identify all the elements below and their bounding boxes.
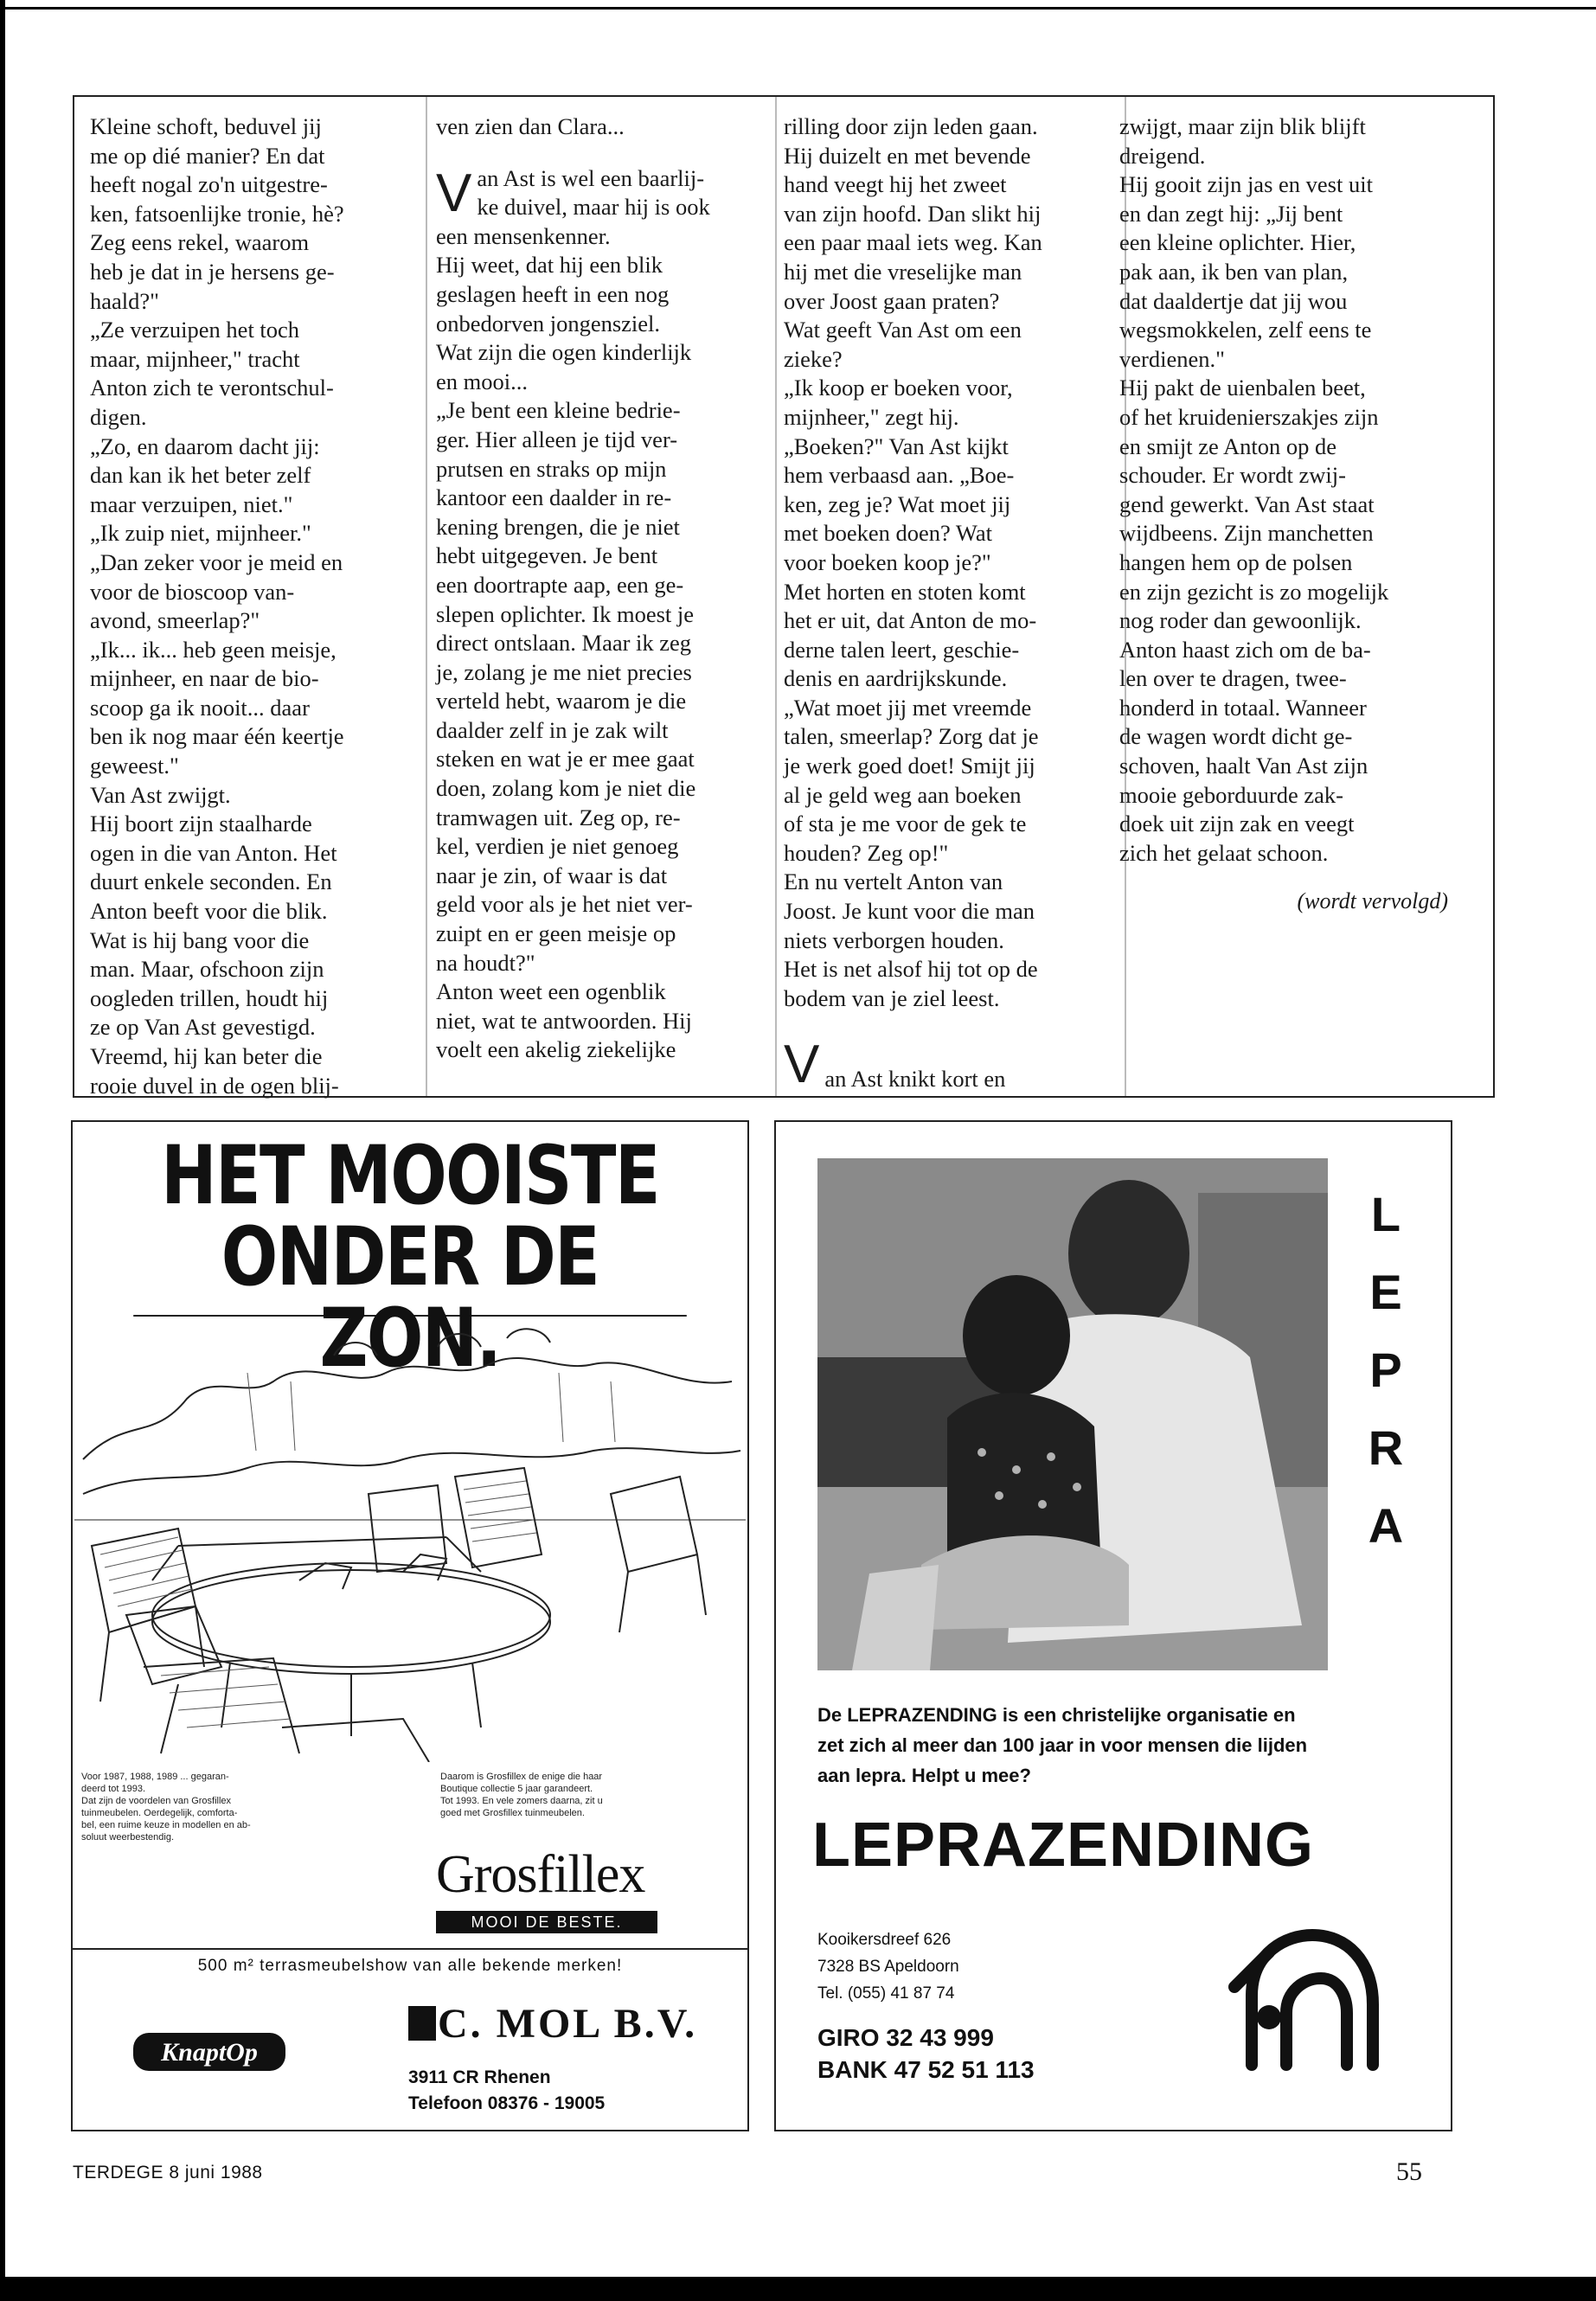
article-line: len over te dragen, twee-	[1119, 665, 1347, 692]
article-line: doek uit zijn zak en veegt	[1119, 811, 1355, 837]
article-line: Met horten en stoten komt	[784, 578, 1026, 605]
article-line: een mensenkenner.	[436, 222, 611, 249]
article-line: ken, zeg je? Wat moet jij	[784, 490, 1011, 517]
article-line: ven zien dan Clara...	[436, 113, 625, 139]
article-line: heeft nogal zo'n uitgestre-	[90, 171, 328, 198]
article-line: en mooi...	[436, 368, 528, 394]
article-line: „Ik zuip niet, mijnheer."	[90, 520, 311, 547]
article-line: het er uit, dat Anton de mo-	[784, 607, 1037, 634]
ad-small-print-right	[440, 1771, 726, 1819]
article-line: met boeken doen? Wat	[784, 520, 992, 547]
page-bottom-edge	[0, 2277, 1596, 2301]
article-line: en zijn gezicht is zo mogelijk	[1119, 578, 1389, 605]
grosfillex-tagline: MOOI DE BESTE.	[436, 1911, 657, 1933]
article-line: over Joost gaan praten?	[784, 287, 1000, 314]
article-line: „Wat moet jij met vreemde	[784, 694, 1032, 721]
article-line: al je geld weg aan boeken	[784, 781, 1022, 808]
article-line: zich het gelaat schoon.	[1119, 839, 1329, 866]
column-divider	[775, 97, 777, 1096]
article-line: Wat zijn die ogen kinderlijk	[436, 339, 692, 366]
article-line: slepen oplichter. Ik moest je	[436, 600, 695, 627]
article-line: Hij boort zijn staalharde	[90, 811, 312, 837]
knaptop-logo	[131, 2026, 287, 2078]
showroom-line: 500 m² terrasmeubelshow van alle bekende merken!	[197, 1957, 623, 1975]
column-divider	[426, 97, 427, 1096]
drop-cap: V	[784, 1035, 820, 1095]
small-print-line: soluut weerbestendig.	[81, 1832, 175, 1843]
page-number: 55	[1396, 2157, 1422, 2186]
article-line: honderd in totaal. Wanneer	[1119, 694, 1367, 721]
mol-bv-logo: C. MOL B.V.	[408, 2000, 697, 2048]
article-line: derne talen leert, geschie-	[784, 636, 1020, 663]
grosfillex-logo: Grosfillex	[436, 1845, 645, 1904]
article-line: Wat geeft Van Ast om een	[784, 317, 1022, 343]
headline-line-2: ONDER DE ZON.	[221, 1210, 599, 1386]
article-line: heb je dat in je hersens ge-	[90, 258, 335, 285]
article-line: maar, mijnheer," tracht	[90, 345, 300, 372]
article-line: mooie geborduurde zak-	[1119, 781, 1344, 808]
article-line: niet, wat te antwoorden. Hij	[436, 1007, 692, 1034]
article-line: talen, smeerlap? Zorg dat je	[784, 723, 1039, 750]
article-line: en smijt ze Anton op de	[1119, 433, 1336, 459]
small-print-line: Dat zijn de voordelen van Grosfillex	[81, 1796, 232, 1806]
article-line: en dan zegt hij: „Jij bent	[1119, 200, 1343, 227]
article-line: bodem van je ziel leest.	[784, 984, 1000, 1011]
article-line: maar verzuipen, niet."	[90, 490, 293, 517]
ad-headline	[133, 1122, 687, 1386]
article-line: direct ontslaan. Maar ik zeg	[436, 630, 692, 657]
small-print-line: tuinmeubelen. Oerdegelijk, comforta-	[81, 1808, 238, 1818]
article-line: Hij duizelt en met bevende	[784, 142, 1031, 169]
article-column-2	[436, 112, 765, 1065]
small-print-line: bel, een ruime keuze in modellen en ab-	[81, 1820, 251, 1830]
publication-line: TERDEGE 8 juni 1988	[73, 2163, 263, 2182]
article-line: daalder zelf in je zak wilt	[436, 716, 669, 743]
mol-bv-mark-icon	[408, 2006, 436, 2041]
article-line: „Boeken?" Van Ast kijkt	[784, 433, 1009, 459]
article-box	[73, 95, 1495, 1098]
article-line: hand veegt hij het zweet	[784, 171, 1007, 198]
article-line: verdienen."	[1119, 345, 1225, 372]
article-line: „Zo, en daarom dacht jij:	[90, 433, 320, 459]
article-line: dreigend.	[1119, 142, 1206, 169]
article-line: of sta je me voor de gek te	[784, 811, 1027, 837]
leprazending-logo-icon	[1217, 1918, 1390, 2073]
article-line: voelt een akelig ziekelijke	[436, 1036, 676, 1063]
small-print-line: Voor 1987, 1988, 1989 ... gegaran-	[81, 1772, 229, 1782]
article-line: Kleine schoft, beduvel jij	[90, 113, 322, 139]
article-line: me op dié manier? En dat	[90, 142, 325, 169]
article-line: wegsmokkelen, zelf eens te	[1119, 317, 1372, 343]
article-line: de wagen wordt dicht ge-	[1119, 723, 1353, 750]
article-line: Hij weet, dat hij een blik	[436, 252, 663, 279]
article-line: hangen hem op de polsen	[1119, 548, 1353, 575]
page-top-rule	[0, 0, 1596, 10]
lepra-intro-text: De LEPRAZENDING is een christelijke organisatie en zet zich al meer dan 100 jaar in voor mensen die lijden aan lepra. Helpt u mee?	[817, 1704, 1308, 1786]
article-line: of het kruidenierszakjes zijn	[1119, 403, 1379, 430]
leprazending-accounts: GIRO 32 43 999 BANK 47 52 51 113	[817, 2024, 1035, 2083]
article-line: houden? Zeg op!"	[784, 839, 949, 866]
article-line: zieke?	[784, 345, 843, 372]
article-line: ogen in die van Anton. Het	[90, 839, 337, 866]
article-line: rilling door zijn leden gaan.	[784, 113, 1038, 139]
article-line: schouder. Er wordt zwij-	[1119, 462, 1346, 489]
to-be-continued: (wordt vervolgd)	[1297, 888, 1448, 914]
article-line: ke duivel, maar hij is ook	[477, 194, 710, 221]
article-line: duurt enkele seconden. En	[90, 868, 332, 895]
article-line: schoven, haalt Van Ast zijn	[1119, 753, 1368, 779]
article-line: digen.	[90, 403, 147, 430]
article-column-1	[90, 112, 419, 1100]
article-line: Hij gooit zijn jas en vest uit	[1119, 171, 1373, 198]
article-line: doen, zolang kom je niet die	[436, 775, 696, 802]
vertical-letter: L	[1370, 1187, 1401, 1241]
small-print-line: Daarom is Grosfillex de enige die haar	[440, 1772, 603, 1782]
article-line: „Ik koop er boeken voor,	[784, 375, 1013, 401]
leprazending-advertisement	[774, 1120, 1452, 2131]
page-left-edge	[0, 0, 5, 2301]
article-column-4	[1119, 112, 1465, 920]
grosfillex-advertisement	[71, 1120, 749, 2131]
article-line: Anton zich te verontschul-	[90, 375, 334, 401]
article-line: een paar maal iets weg. Kan	[784, 229, 1042, 256]
small-print-line: Boutique collectie 5 jaar garandeert.	[440, 1784, 593, 1794]
article-line: ze op Van Ast gevestigd.	[90, 1014, 316, 1041]
article-line: scoop ga ik nooit... daar	[90, 694, 310, 721]
article-line: Van Ast zwijgt.	[90, 781, 231, 808]
article-line: je, zolang je me niet precies	[436, 658, 692, 685]
vertical-letter: P	[1369, 1343, 1402, 1397]
article-line: voor de bioscoop van-	[90, 578, 295, 605]
ad-divider	[73, 1948, 747, 1950]
article-line: Wat is hij bang voor die	[90, 926, 310, 953]
drop-cap: V	[436, 163, 472, 223]
article-line: steken en wat je er mee gaat	[436, 746, 695, 772]
small-print-line: Tot 1993. En vele zomers daarna, zit u	[440, 1796, 603, 1806]
leprazending-address: Kooikersdreef 626 7328 BS Apeldoorn Tel. (055) 41 87 74	[817, 1931, 959, 2003]
article-line: avond, smeerlap?"	[90, 607, 260, 634]
svg-text:KnaptOp: KnaptOp	[161, 2038, 258, 2067]
article-line: dan kan ik het beter zelf	[90, 462, 311, 489]
article-line: prutsen en straks op mijn	[436, 455, 667, 482]
article-line: an Ast knikt kort en	[824, 1066, 1006, 1092]
article-line: pak aan, ik ben van plan,	[1119, 258, 1349, 285]
article-line: En nu vertelt Anton van	[784, 868, 1003, 895]
article-line: Hij pakt de uienbalen beet,	[1119, 375, 1366, 401]
article-line: niets verborgen houden.	[784, 926, 1004, 953]
headline-line-1: HET MOOISTE	[161, 1129, 659, 1223]
article-line: kantoor een daalder in re-	[436, 484, 672, 511]
article-line: gend gewerkt. Van Ast staat	[1119, 490, 1375, 517]
article-line: geweest."	[90, 753, 179, 779]
article-line: „Je bent een kleine bedrie-	[436, 397, 681, 424]
article-line: oogleden trillen, houdt hij	[90, 984, 329, 1011]
article-line: nog roder dan gewoonlijk.	[1119, 607, 1362, 634]
article-column-3	[784, 112, 1112, 1094]
article-line: verteld hebt, waarom je die	[436, 688, 687, 715]
article-line: hebt uitgegeven. Je bent	[436, 542, 658, 569]
article-line: ken, fatsoenlijke tronie, hè?	[90, 200, 344, 227]
small-print-line: goed met Grosfillex tuinmeubelen.	[440, 1808, 585, 1818]
article-line: Anton haast zich om de ba-	[1119, 636, 1371, 663]
article-line: kel, verdien je niet genoeg	[436, 833, 679, 860]
article-line: hij met die vreselijke man	[784, 258, 1022, 285]
article-line: zuipt en er geen meisje op	[436, 920, 676, 947]
article-line: onbedorven jongensziel.	[436, 310, 661, 336]
article-line: an Ast is wel een baarlij-	[477, 164, 705, 191]
article-line: geld voor als je het niet ver-	[436, 891, 693, 918]
garden-furniture-illustration	[74, 1321, 746, 1762]
article-line: Vreemd, hij kan beter die	[90, 1043, 323, 1069]
article-line: Joost. Je kunt voor die man	[784, 898, 1035, 925]
article-line: van zijn hoofd. Dan slikt hij	[784, 200, 1042, 227]
article-line: dat daaldertje dat jij wou	[1119, 287, 1348, 314]
article-line: voor boeken koop je?"	[784, 548, 991, 575]
article-line: haald?"	[90, 287, 159, 314]
ad-small-print-left	[81, 1771, 367, 1843]
article-line: denis en aardrijkskunde.	[784, 665, 1008, 692]
article-line: rooie duvel in de ogen blij-	[90, 1072, 339, 1099]
dealer-address: 3911 CR Rhenen Telefoon 08376 - 19005	[408, 2067, 606, 2113]
article-line: een kleine oplichter. Hier,	[1119, 229, 1356, 256]
article-line: „Ik... ik... heb geen meisje,	[90, 636, 337, 663]
article-line: kening brengen, die je niet	[436, 513, 680, 540]
article-line: „Dan zeker voor je meid en	[90, 548, 343, 575]
article-line: „Ze verzuipen het toch	[90, 317, 300, 343]
article-line: Anton weet een ogenblik	[436, 978, 666, 1005]
article-line: een doortrapte aap, een ge-	[436, 571, 684, 598]
article-line: ger. Hier alleen je tijd ver-	[436, 426, 678, 452]
article-line: ben ik nog maar één keertje	[90, 723, 344, 750]
article-line: tramwagen uit. Zeg op, re-	[436, 804, 681, 830]
article-line: mijnheer," zegt hij.	[784, 403, 959, 430]
mother-and-child-photo	[817, 1158, 1328, 1670]
article-line: Zeg eens rekel, waarom	[90, 229, 310, 256]
small-print-line: deerd tot 1993.	[81, 1784, 146, 1794]
article-line: zwijgt, maar zijn blik blijft	[1119, 113, 1366, 139]
article-line: Anton beeft voor die blik.	[90, 898, 328, 925]
article-line: Het is net alsof hij tot op de	[784, 956, 1038, 983]
article-line: wijdbeens. Zijn manchetten	[1119, 520, 1374, 547]
vertical-letter: E	[1369, 1265, 1402, 1319]
article-line: je werk goed doet! Smijt jij	[784, 753, 1035, 779]
lepra-vertical-title	[1347, 1176, 1425, 1565]
article-line: man. Maar, ofschoon zijn	[90, 956, 324, 983]
article-line: naar je zin, of waar is dat	[436, 862, 668, 888]
article-line: hem verbaasd aan. „Boe-	[784, 462, 1015, 489]
article-line: geslagen heeft in een nog	[436, 280, 670, 307]
leprazending-name: LEPRAZENDING	[812, 1811, 1315, 1880]
article-line: na houdt?"	[436, 949, 535, 976]
vertical-letter: R	[1368, 1420, 1404, 1475]
article-line: mijnheer, en naar de bio-	[90, 665, 319, 692]
vertical-letter: A	[1368, 1498, 1404, 1553]
